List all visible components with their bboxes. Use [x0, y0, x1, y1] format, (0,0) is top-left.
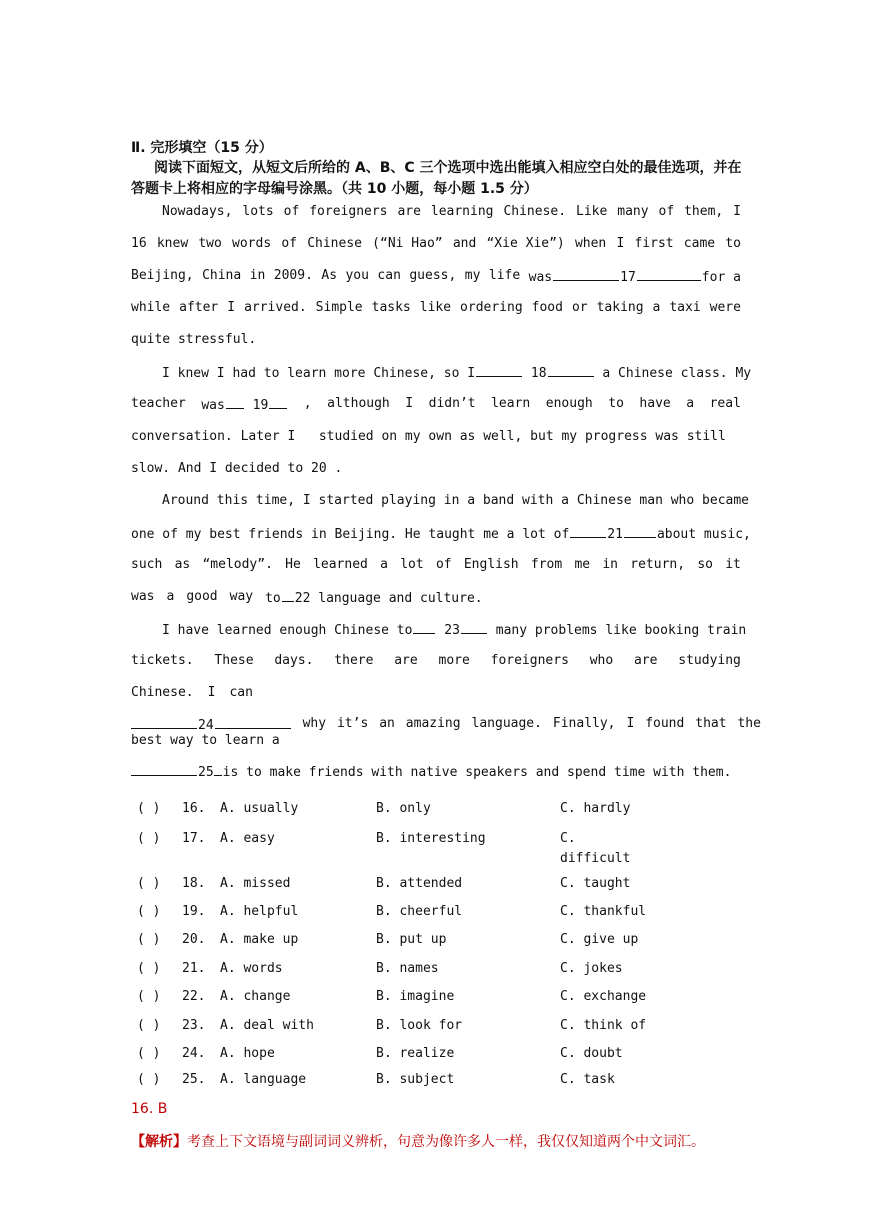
answer-bracket[interactable]: ( ): [137, 961, 161, 976]
option-c: C. taught: [560, 876, 631, 891]
answer-bracket[interactable]: ( ): [137, 1018, 161, 1033]
option-a: A. easy: [220, 831, 275, 846]
blank-number-25: 25: [198, 765, 214, 780]
passage-line: Beijing, China in 2009. As you can guess, my life was 17 for a: [131, 268, 741, 285]
passage-line: 24 why it’s an amazing language. Finally, I found that the: [131, 715, 761, 735]
option-c: C.: [560, 831, 576, 846]
blank-line: [282, 588, 294, 602]
blank-number-17: 17: [620, 270, 636, 285]
answer-bracket[interactable]: ( ): [137, 801, 161, 816]
blank-line: [637, 267, 701, 281]
passage-line: Nowadays, lots of foreigners are learning Chinese. Like many of them, I: [162, 204, 741, 219]
option-a: A. helpful: [220, 904, 299, 919]
option-b: B. only: [376, 801, 431, 816]
blank-number-24: 24: [198, 718, 214, 733]
option-a: A. change: [220, 989, 291, 1004]
answer-bracket[interactable]: ( ): [137, 989, 161, 1004]
option-b: B. put up: [376, 932, 447, 947]
passage-line: I knew I had to learn more Chinese, so I 18 a Chinese class. My: [131, 363, 741, 383]
blank-number-23: 23: [444, 623, 460, 638]
blank-line: [548, 363, 594, 377]
blank-line: [476, 363, 522, 377]
blank-number-22: 22: [294, 591, 311, 606]
answer-bracket[interactable]: ( ): [137, 876, 161, 891]
answer-bracket[interactable]: ( ): [137, 831, 161, 846]
option-c: C. exchange: [560, 989, 647, 1004]
document-page: Ⅱ. 完形填空（15 分） 阅读下面短文，从短文后所给的 A、B、C 三个选项中选出能填入相应空白处的最佳选项，并在答题卡上将相应的字母编号涂黑。（共 10 小题，每小题 1.5 分） Nowadays, lots of foreigners are learning Chinese. Like many of them, I 16 knew two words of Chinese (“Ni Hao” and “Xie Xie”) when I first came to Beijing, China in 2009. As you can guess, my life was 17 for a while after I arrived. Simple tasks like ordering food or taking a taxi were quite stressful. I knew I had to learn more Chinese, so I 18 a Chinese class. My teacher was 19 , although I didn’t learn enough to have a real conversation. Later I studied on my own as well, but my progress was still slow. And I decided to 20 . Around this time, I started playing in a band with a Chinese man who became one of my best friends in Beijing. He taught me a lot of 21 about music, such as “melody”. He learned a lot of English from me in return, so it was a good way to 22 language and culture. I have learned enough Chinese to 23 many problems like booking train tickets. These days. there are more foreigners who are studying Chinese. I can 24 why it’s an amazing language. Finally, I found that the best way to learn a 25 is to make friends with native speakers and spend time with them. ( ) 16. A. usually B. only C. hardly ( ) 17. A. easy B. interesting C. difficult ( ) 18. A. missed B. attended C. taught ( ) 19. A. helpful B. cheerful C. thankful ( ) 20. A. make up B. put up C. give up ( ) 21. A. words B. names C. jokes ( ) 22. A. change B. imagine C. exchange ( ) 23. A. deal with B. look for C. think of ( ) 24. A. hope B. realize C. doubt ( ) 25. A. language B. subject C. task 16. B 【解析】考查上下文语境与副词词义辨析，句意为像许多人一样，我仅仅知道两个中文词汇。: [0, 0, 869, 1228]
blank-line: [570, 524, 606, 538]
blank-line: [226, 395, 244, 409]
option-b: B. realize: [376, 1046, 455, 1061]
option-a: A. deal with: [220, 1018, 314, 1033]
blank-number-18: 18: [530, 366, 547, 381]
passage-line: 25 is to make friends with native speakers and spend time with them.: [131, 762, 741, 782]
passage-line: Around this time, I started playing in a band with a Chinese man who became: [162, 493, 749, 508]
blank-line: [131, 762, 197, 776]
analysis-text: 考查上下文语境与副词词义辨析，句意为像许多人一样，我仅仅知道两个中文词汇。: [187, 1134, 705, 1150]
blank-line: [413, 620, 435, 634]
passage-line: I have learned enough Chinese to 23 many problems like booking train: [131, 620, 741, 640]
option-a: A. language: [220, 1072, 307, 1087]
blank-line: [215, 715, 291, 729]
option-c: C. jokes: [560, 961, 623, 976]
blank-number-21: 21: [607, 527, 623, 542]
passage-line: such as “melody”. He learned a lot of English from me in return, so it: [131, 557, 741, 572]
option-a: A. hope: [220, 1046, 275, 1061]
blank-line: [131, 715, 197, 729]
passage-line: slow. And I decided to 20 .: [131, 461, 343, 476]
passage-line: teacher was 19 , although I didn’t learn enough to have a real: [131, 396, 741, 413]
option-a: A. words: [220, 961, 283, 976]
blank-number-19: 19: [252, 398, 269, 413]
answer-bracket[interactable]: ( ): [137, 1046, 161, 1061]
answer-bracket[interactable]: ( ): [137, 1072, 161, 1087]
option-b: B. cheerful: [376, 904, 463, 919]
option-b: B. look for: [376, 1018, 463, 1033]
answer-number: 16. B: [131, 1101, 168, 1117]
option-c: C. think of: [560, 1018, 647, 1033]
option-a: A. missed: [220, 876, 291, 891]
option-c: C. give up: [560, 932, 639, 947]
answer-bracket[interactable]: ( ): [137, 932, 161, 947]
option-b: B. imagine: [376, 989, 455, 1004]
passage-line: while after I arrived. Simple tasks like ordering food or taking a taxi were: [131, 300, 741, 315]
option-b: B. attended: [376, 876, 463, 891]
passage-line: quite stressful.: [131, 332, 257, 347]
blank-line: [553, 267, 619, 281]
passage-line: best way to learn a: [131, 733, 280, 748]
option-c: C. thankful: [560, 904, 647, 919]
option-c: C. doubt: [560, 1046, 623, 1061]
passage-line: Chinese. I can: [131, 685, 253, 700]
option-c: C. task: [560, 1072, 615, 1087]
option-a: A. usually: [220, 801, 299, 816]
blank-line: [624, 524, 656, 538]
option-b: B. subject: [376, 1072, 455, 1087]
blank-number-16: 16: [131, 236, 147, 251]
blank-line: [214, 762, 222, 776]
passage-line: conversation. Later I studied on my own as well, but my progress was still: [131, 429, 726, 444]
passage-line: was a good way to 22 language and culture.: [131, 589, 483, 606]
option-c: C. hardly: [560, 801, 631, 816]
answer-analysis: [131, 1131, 705, 1151]
option-a: A. make up: [220, 932, 299, 947]
blank-line: [461, 620, 487, 634]
option-b: B. names: [376, 961, 439, 976]
passage-line: one of my best friends in Beijing. He taught me a lot of 21 about music,: [131, 524, 741, 544]
answer-bracket[interactable]: ( ): [137, 904, 161, 919]
section-title: Ⅱ. 完形填空（15 分）: [131, 140, 273, 156]
analysis-tag: 【解析】: [131, 1134, 187, 1150]
blank-line: [269, 395, 287, 409]
passage-line: 16 knew two words of Chinese (“Ni Hao” and “Xie Xie”) when I first came to: [131, 236, 741, 251]
option-c-wrapped: difficult: [560, 851, 631, 866]
option-b: B. interesting: [376, 831, 486, 846]
instruction-text: 阅读下面短文，从短文后所给的 A、B、C 三个选项中选出能填入相应空白处的最佳选项，并在答题卡上将相应的字母编号涂黑。（共 10 小题，每小题 1.5 分）: [131, 160, 742, 197]
passage-line: tickets. These days. there are more foreigners who are studying: [131, 653, 741, 668]
